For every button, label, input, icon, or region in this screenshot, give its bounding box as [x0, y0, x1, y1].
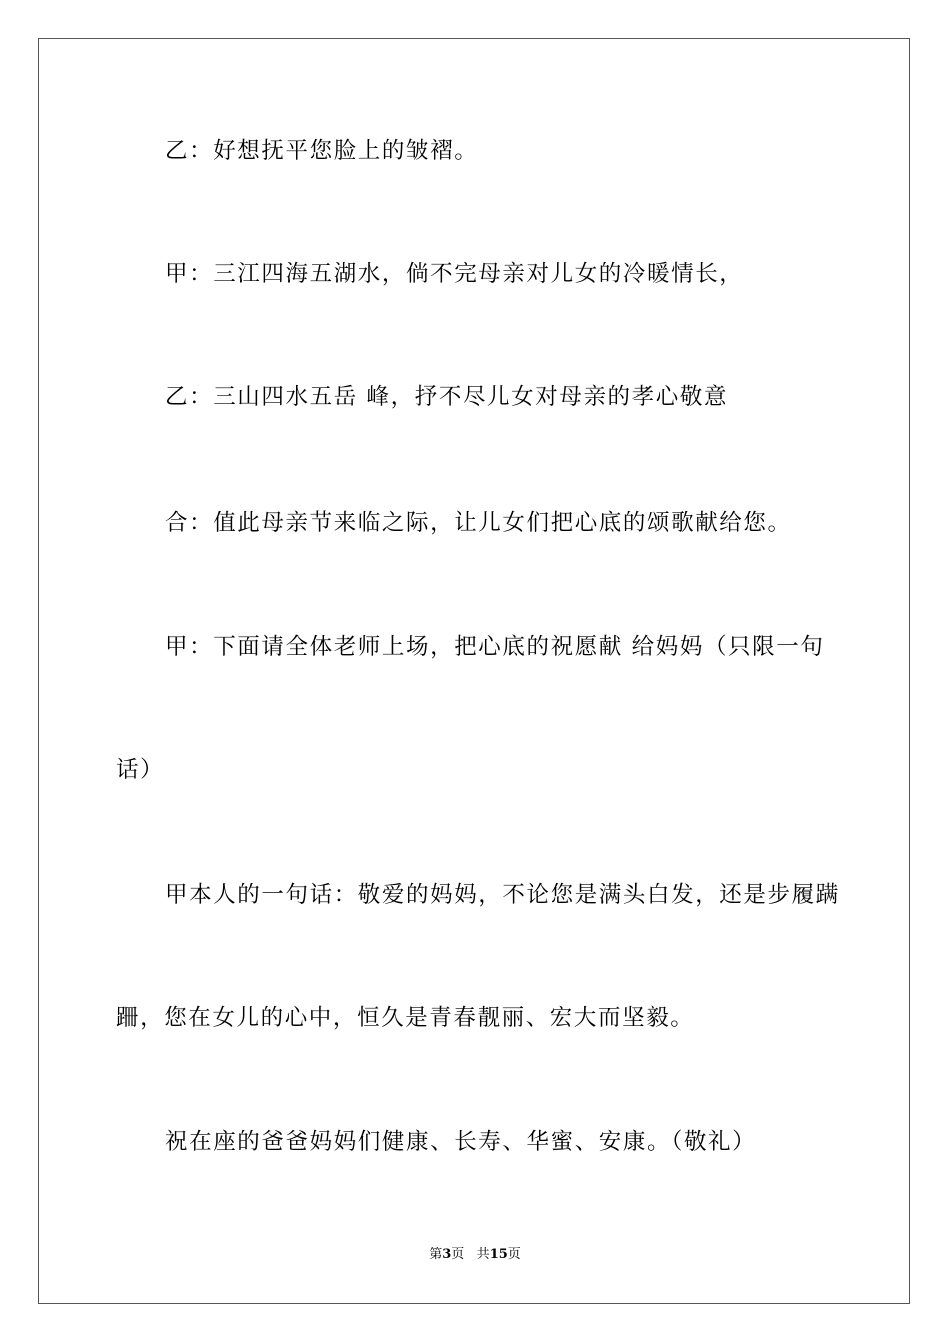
paragraph-line-4: 合：值此母亲节来临之际，让儿女们把心底的颂歌献给您。: [165, 510, 792, 536]
footer-total-suffix: 页: [507, 1247, 521, 1262]
footer-page-number: 3: [442, 1247, 452, 1262]
paragraph-line-2: 甲：三江四海五湖水，倘不完母亲对儿女的冷暖情长，: [165, 261, 744, 287]
footer-total-pages: 15: [489, 1247, 508, 1262]
paragraph-line-3: 乙：三山四水五岳 峰，抒不尽儿女对母亲的孝心敬意: [165, 384, 729, 410]
paragraph-line-1: 乙：好想抚平您脸上的皱褶。: [165, 138, 479, 164]
paragraph-line-8: 跚，您在女儿的心中，恒久是青春靓丽、宏大而坚毅。: [116, 1005, 695, 1031]
paragraph-line-6: 话）: [116, 757, 165, 783]
footer-page-suffix: 页: [451, 1247, 465, 1262]
paragraph-line-9: 祝在座的爸爸妈妈们健康、长寿、华蜜、安康。（敬礼）: [165, 1129, 757, 1155]
footer-page-prefix: 第: [429, 1247, 443, 1262]
footer-total-prefix: 共: [476, 1247, 490, 1262]
page-footer: [0, 1246, 950, 1264]
paragraph-line-7: 甲本人的一句话：敬爱的妈妈，不论您是满头白发，还是步履蹒: [165, 882, 840, 908]
paragraph-line-5: 甲：下面请全体老师上场，把心底的祝愿献 给妈妈（只限一句: [165, 634, 825, 660]
page-border: [38, 38, 910, 1304]
